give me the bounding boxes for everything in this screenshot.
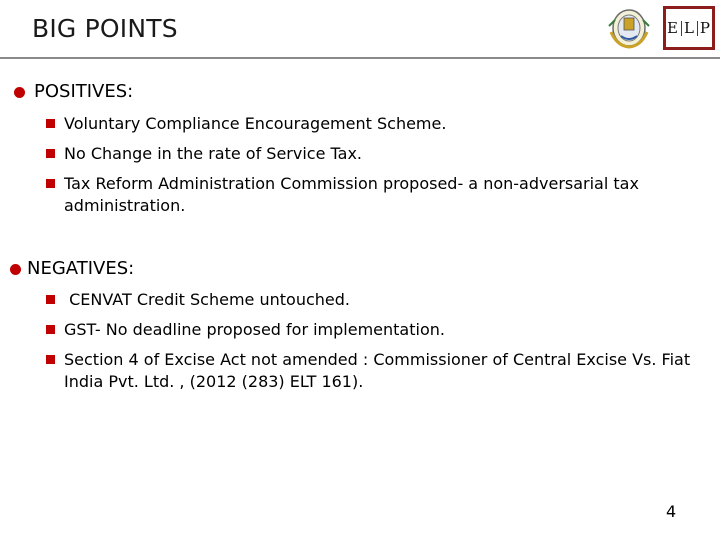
list-item bbox=[46, 349, 706, 395]
list-item bbox=[46, 113, 686, 135]
list-item-text: Voluntary Compliance Encouragement Scheme. bbox=[64, 114, 447, 133]
list-item bbox=[46, 143, 686, 165]
list-item-text: Tax Reform Administration Commission proposed- a non-adversarial tax administration. bbox=[64, 174, 639, 215]
list-item-text: CENVAT Credit Scheme untouched. bbox=[64, 290, 350, 309]
list-item bbox=[46, 319, 686, 341]
bullet-icon bbox=[46, 119, 55, 128]
list-item-text: Section 4 of Excise Act not amended : Commissioner of Central Excise Vs. Fiat India Pvt. Ltd. , (2012 (283) ELT 161). bbox=[64, 350, 691, 391]
elp-logo-divider bbox=[697, 21, 698, 36]
list-item-text: No Change in the rate of Service Tax. bbox=[64, 144, 362, 163]
bullet-icon bbox=[46, 295, 55, 304]
institution-seal-icon bbox=[605, 6, 653, 50]
elp-logo-divider bbox=[681, 21, 682, 36]
list-item bbox=[46, 173, 686, 219]
elp-logo-letter: P bbox=[699, 19, 711, 37]
section-heading-label: NEGATIVES: bbox=[27, 258, 135, 279]
bullet-icon bbox=[46, 325, 55, 334]
elp-logo-letter: E bbox=[666, 19, 679, 37]
heading-bullet-icon bbox=[14, 87, 25, 98]
section-heading-label: POSITIVES: bbox=[34, 81, 134, 102]
page-number: 4 bbox=[666, 502, 677, 521]
bullet-icon bbox=[46, 149, 55, 158]
heading-bullet-icon bbox=[10, 264, 21, 275]
elp-logo bbox=[663, 6, 715, 50]
slide-title: BIG POINTS bbox=[32, 14, 178, 43]
list-item bbox=[46, 289, 686, 311]
bullet-icon bbox=[46, 179, 55, 188]
section-heading-positives bbox=[14, 81, 314, 105]
title-divider bbox=[0, 57, 720, 59]
section-heading-negatives bbox=[10, 258, 310, 282]
list-item-text: GST- No deadline proposed for implementation. bbox=[64, 320, 445, 339]
bullet-icon bbox=[46, 355, 55, 364]
elp-logo-letter: L bbox=[683, 19, 695, 37]
